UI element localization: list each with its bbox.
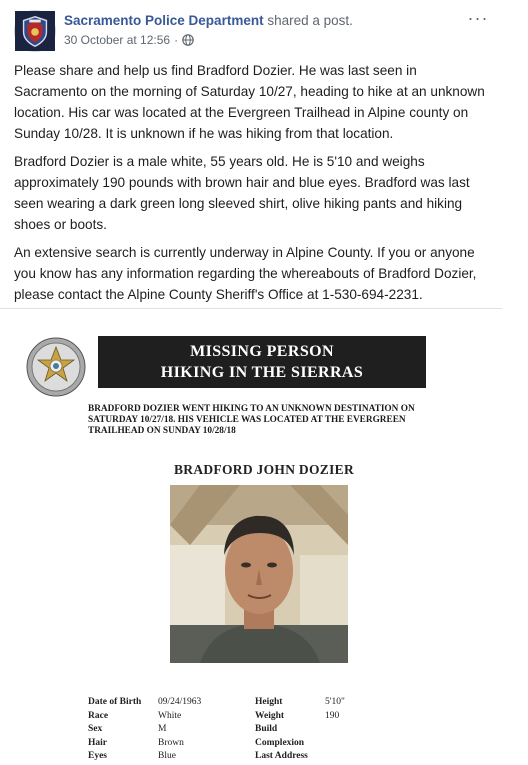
post-meta <box>64 33 194 47</box>
detail-label: Eyes <box>88 751 107 761</box>
detail-label: Race <box>88 710 109 721</box>
detail-value: Brown <box>158 737 184 748</box>
detail-value: White <box>158 710 182 721</box>
post-paragraph: An extensive search is currently underway in Alpine County. If you or anyone you know has any information regarding the whereabouts of Bradford Dozier, please contact the Alpine County Sheriff's Office at 1-530-694-2231. <box>14 245 477 302</box>
detail-label: Height <box>255 697 283 707</box>
poster-title <box>98 336 426 388</box>
missing-person-name: BRADFORD JOHN DOZIER <box>173 462 354 477</box>
detail-label: Date of Birth <box>88 697 142 707</box>
detail-label: Build <box>255 724 278 734</box>
detail-row <box>88 724 458 738</box>
poster-title-line1: MISSING PERSON <box>190 343 334 360</box>
globe-icon[interactable] <box>182 34 194 46</box>
post-paragraph: Please share and help us find Bradford Dozier. He was last seen in Sacramento on the morning of Saturday 10/27, heading to hike at an unknown location. His car was located at the Evergreen Trailhead in Alpine county on Sunday 10/28. It is unknown if he was hiking from that location. <box>14 63 485 141</box>
detail-label: Last Address <box>255 751 308 761</box>
missing-person-poster[interactable] <box>0 308 502 761</box>
detail-label: Complexion <box>255 737 305 748</box>
poster-subtitle: BRADFORD DOZIER WENT HIKING TO AN UNKNOWN DESTINATION ON SATURDAY 10/27/18. HIS VEHICLE WAS LOCATED AT THE EVERGREEN TRAILHEAD ON SUNDAY 10/28/18 <box>88 404 415 436</box>
police-patch-icon <box>15 11 55 51</box>
page-avatar[interactable] <box>14 10 56 52</box>
meta-separator: · <box>174 33 179 47</box>
detail-label: Hair <box>88 737 107 748</box>
detail-label: Sex <box>88 724 103 734</box>
detail-row <box>88 738 458 752</box>
detail-value: 5'10" <box>325 697 345 707</box>
detail-row <box>88 697 458 711</box>
shared-action-text: shared a post. <box>267 13 353 28</box>
detail-value: Blue <box>158 751 176 761</box>
detail-row <box>88 751 458 765</box>
ellipsis-icon[interactable]: ··· <box>467 8 489 28</box>
detail-value: 09/24/1963 <box>158 697 202 707</box>
detail-value: 190 <box>325 710 340 721</box>
detail-row <box>88 711 458 725</box>
page-name-link[interactable]: Sacramento Police Department <box>64 13 264 28</box>
missing-person-photo <box>170 485 348 663</box>
post-timestamp[interactable]: 30 October at 12:56 <box>64 33 171 47</box>
post-body <box>14 60 490 312</box>
post-paragraph: Bradford Dozier is a male white, 55 years old. He is 5'10 and weighs approximately 190 pounds with brown hair and blue eyes. Bradford was last seen wearing a dark green long sleeved shirt, olive hiking pants and hiking shoes or boots. <box>14 154 470 232</box>
sheriff-star-badge-icon <box>26 337 86 397</box>
detail-value: M <box>158 724 167 734</box>
page-name-line <box>64 13 353 28</box>
detail-label: Weight <box>255 710 285 721</box>
physical-details-table <box>88 697 458 765</box>
poster-title-line2: HIKING IN THE SIERRAS <box>160 364 364 381</box>
post-header <box>0 0 502 56</box>
